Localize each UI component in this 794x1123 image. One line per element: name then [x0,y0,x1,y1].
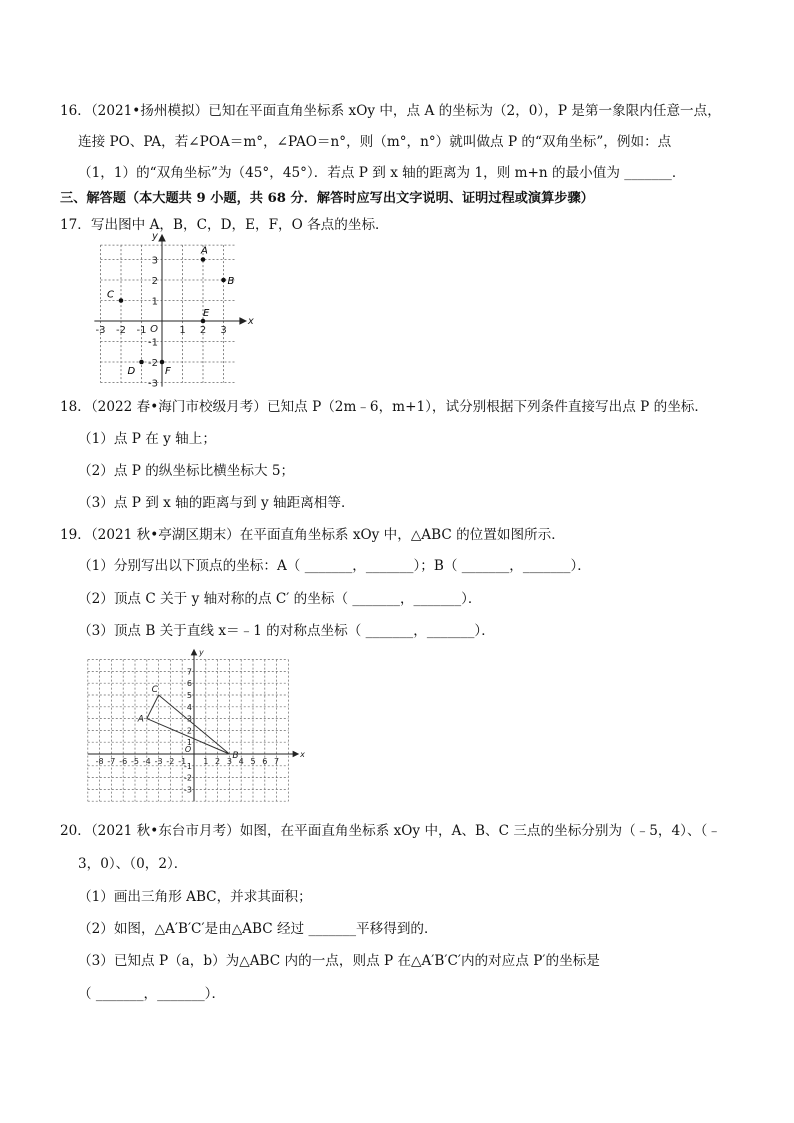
q20-sub2: （2）如图，△A′B′C′是由△ABC 经过 _______平移得到的． [78,921,438,937]
q18-sub3: （3）点 P 到 x 轴的距离与到 y 轴距离相等． [78,495,355,511]
y-axis-arrow [159,235,165,241]
x-tick-label: -2 [166,757,175,766]
x-tick-label: 2 [199,325,207,336]
x-tick-label: 3 [226,757,232,766]
vertex-label-A: A [137,714,144,725]
x-tick-label: -2 [116,325,126,336]
q20-line1: 20．（2021 秋•东台市月考）如图，在平面直角坐标系 xOy 中，A、B、C 三点的坐标分别为（﹣5，4）、（﹣ [60,823,721,839]
q18-text: 18．（2022 春•海门市校级月考）已知点 P（2m﹣6，m+1），试分别根据下列条件直接写出点 P 的坐标． [60,399,708,415]
x-tick-label: -3 [154,757,163,766]
q19-sub3: （3）顶点 B 关于直线 x＝﹣1 的对称点坐标（ _______，_______）． [78,623,495,639]
q16-line1: 16．（2021•扬州模拟）已知在平面直角坐标系 xOy 中，点 A 的坐标为（2，0），P 是第一象限内任意一点， [60,103,721,119]
x-tick-label: 3 [220,325,227,336]
x-axis-label: x [300,750,305,759]
x-tick-label: 1 [203,757,209,766]
vertex-label-C: C [151,685,158,695]
x-tick-label: 4 [238,757,244,766]
origin-label: O [184,745,192,754]
point-label-B: B [227,276,235,287]
q20-sub1: （1）画出三角形 ABC，并求其面积； [78,889,312,905]
x-tick-label: -6 [119,757,128,766]
x-tick-label: 5 [250,757,256,766]
y-tick-label: 7 [186,667,192,677]
y-tick-label: -1 [184,761,192,771]
y-tick-label: 6 [186,679,192,689]
x-tick-label: 6 [262,757,268,766]
origin-label: O [150,324,158,335]
y-tick-label: 5 [186,691,192,700]
q18-sub1: （1）点 P 在 y 轴上； [78,431,216,447]
x-tick-label: 7 [274,757,280,766]
vertex-label-B: B [232,751,239,761]
x-tick-label: 1 [179,325,186,336]
q16-line2: 连接 PO、PA，若∠POA＝m°，∠PAO＝n°，则（m°，n°）就叫做点 P 的“双角坐标”，例如：点 [78,134,672,150]
q18-sub2: （2）点 P 的纵坐标比横坐标大 5； [78,463,295,479]
y-tick-label: -3 [184,785,192,795]
x-axis-arrow [293,752,298,757]
x-tick-label: -1 [178,757,187,766]
point-label-D: D [127,366,136,377]
y-tick-label: -3 [148,378,158,390]
point-label-A: A [201,245,208,257]
x-tick-label: -5 [131,757,139,766]
y-tick-label: 2 [186,726,192,736]
q20-sub4: （ _______，_______）． [78,986,226,1002]
y-tick-label: 3 [186,714,192,724]
point-B [221,278,226,283]
y-tick-label: 4 [186,702,192,712]
q19-figure [86,647,320,806]
x-tick-label: -3 [95,325,106,336]
point-D [139,360,144,365]
q17-figure [86,231,256,390]
point-F [160,360,165,365]
y-tick-label: 3 [151,255,158,267]
point-label-C: C [107,289,114,301]
point-C [119,298,124,303]
q19-sub1: （1）分别写出以下顶点的坐标：A（ _______，_______）；B（ _______，_______）． [78,558,591,574]
x-tick-label: -4 [142,757,151,766]
q19-text: 19．（2021 秋•亭湖区期末）在平面直角坐标系 xOy 中，△ABC 的位置如图所示． [60,527,565,543]
x-axis-arrow [240,318,246,324]
q20-sub3: （3）已知点 P（a，b）为△ABC 内的一点，则点 P 在△A′B′C′内的对应点 P′的坐标是 [78,953,600,969]
y-tick-label: 1 [151,296,158,308]
point-E [201,319,206,324]
y-axis-label: y [152,231,158,243]
x-tick-label: 2 [215,757,221,766]
point-A [201,257,206,262]
y-axis-label: y [199,647,204,657]
q20-line2: 3，0）、（0，2）． [78,856,188,872]
x-axis-label: x [247,316,254,327]
section3-heading: 三、解答题（本大题共 9 小题，共 68 分．解答时应写出文字说明、证明过程或演算步骤） [60,191,594,206]
y-tick-label: -2 [148,358,158,369]
y-tick-label: 1 [186,738,192,748]
x-tick-label: -7 [107,757,116,766]
x-tick-label: -1 [136,325,147,336]
x-tick-label: -8 [95,757,104,766]
y-axis-arrow [192,650,197,655]
q16-line3: （1，1）的“双角坐标”为（45°，45°）．若点 P 到 x 轴的距离为 1，则 m+n 的最小值为 _______． [78,165,686,181]
q17-text: 17．写出图中 A，B，C，D，E，F，O 各点的坐标． [60,217,389,233]
point-label-F: F [165,366,171,377]
y-tick-label: 2 [151,276,158,287]
point-label-E: E [203,308,210,319]
q19-sub2: （2）顶点 C 关于 y 轴对称的点 C′ 的坐标（ _______，_______）． [78,591,482,607]
y-tick-label: -2 [184,773,192,783]
y-tick-label: -1 [148,337,158,349]
